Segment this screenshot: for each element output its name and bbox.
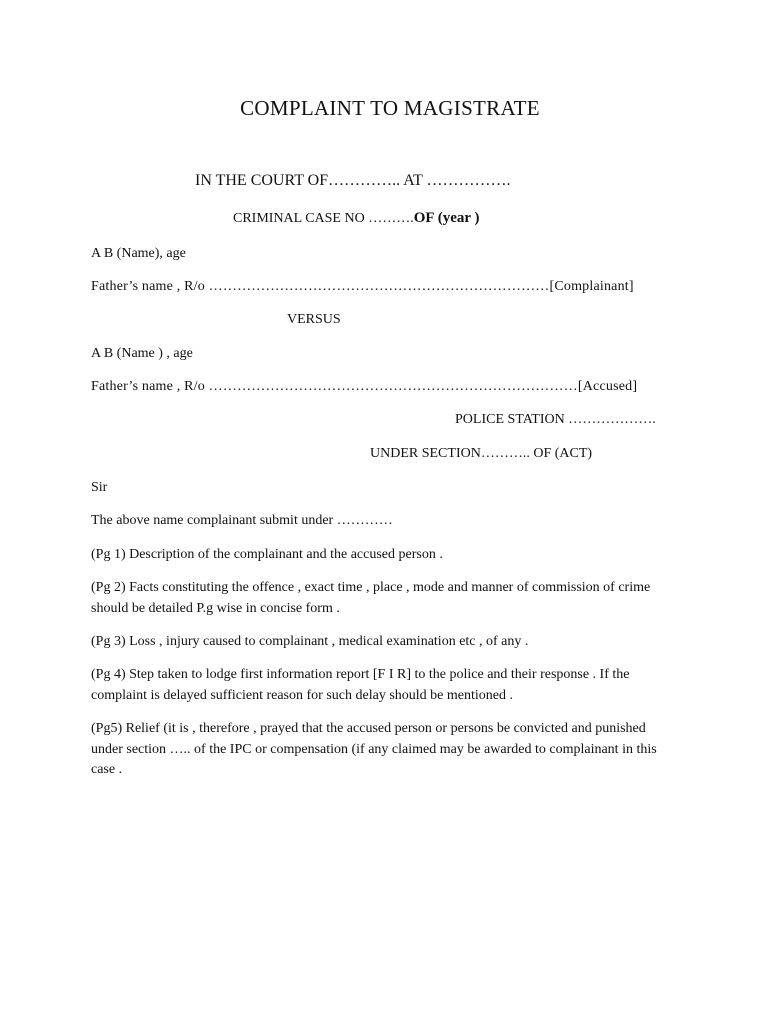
police-station-line: POLICE STATION ………………. [455,412,656,427]
case-number-prefix: CRIMINAL CASE NO ………. [233,211,414,226]
case-number-suffix: OF (year ) [413,210,480,226]
court-line: IN THE COURT OF………….. AT ……………. [195,172,511,189]
case-number-line [233,208,480,229]
complainant-name: A B (Name), age [91,246,186,261]
paragraph-2: (Pg 2) Facts constituting the offence , exact time , place , mode and manner of commission of crime should be detailed P.g wise in concise form . [91,580,651,616]
intro-line: The above name complainant submit under ………… [91,513,393,528]
document-title: COMPLAINT TO MAGISTRATE [240,96,540,120]
versus-label: VERSUS [287,312,341,327]
accused-father-line: Father’s name , R/o ……………………………………………………………………[Accused] [91,379,638,394]
under-section-line: UNDER SECTION……….. OF (ACT) [370,446,593,461]
paragraph-4: (Pg 4) Step taken to lodge first information report [F I R] to the police and their response . If the complaint is delayed sufficient reason for such delay should be mentioned . [91,667,630,703]
complainant-father-line: Father’s name , R/o ………………………………………………………………[Complainant] [91,279,634,294]
salutation: Sir [91,480,108,495]
accused-name: A B (Name ) , age [91,346,193,361]
paragraph-3: (Pg 3) Loss , injury caused to complainant , medical examination etc , of any . [91,634,529,649]
paragraph-1: (Pg 1) Description of the complainant and the accused person . [91,547,443,562]
paragraph-5: (Pg5) Relief (it is , therefore , prayed that the accused person or persons be convicted and punished under section ….. of the IPC or compensation (if any claimed may be awarded to complainant in this case . [91,721,657,777]
